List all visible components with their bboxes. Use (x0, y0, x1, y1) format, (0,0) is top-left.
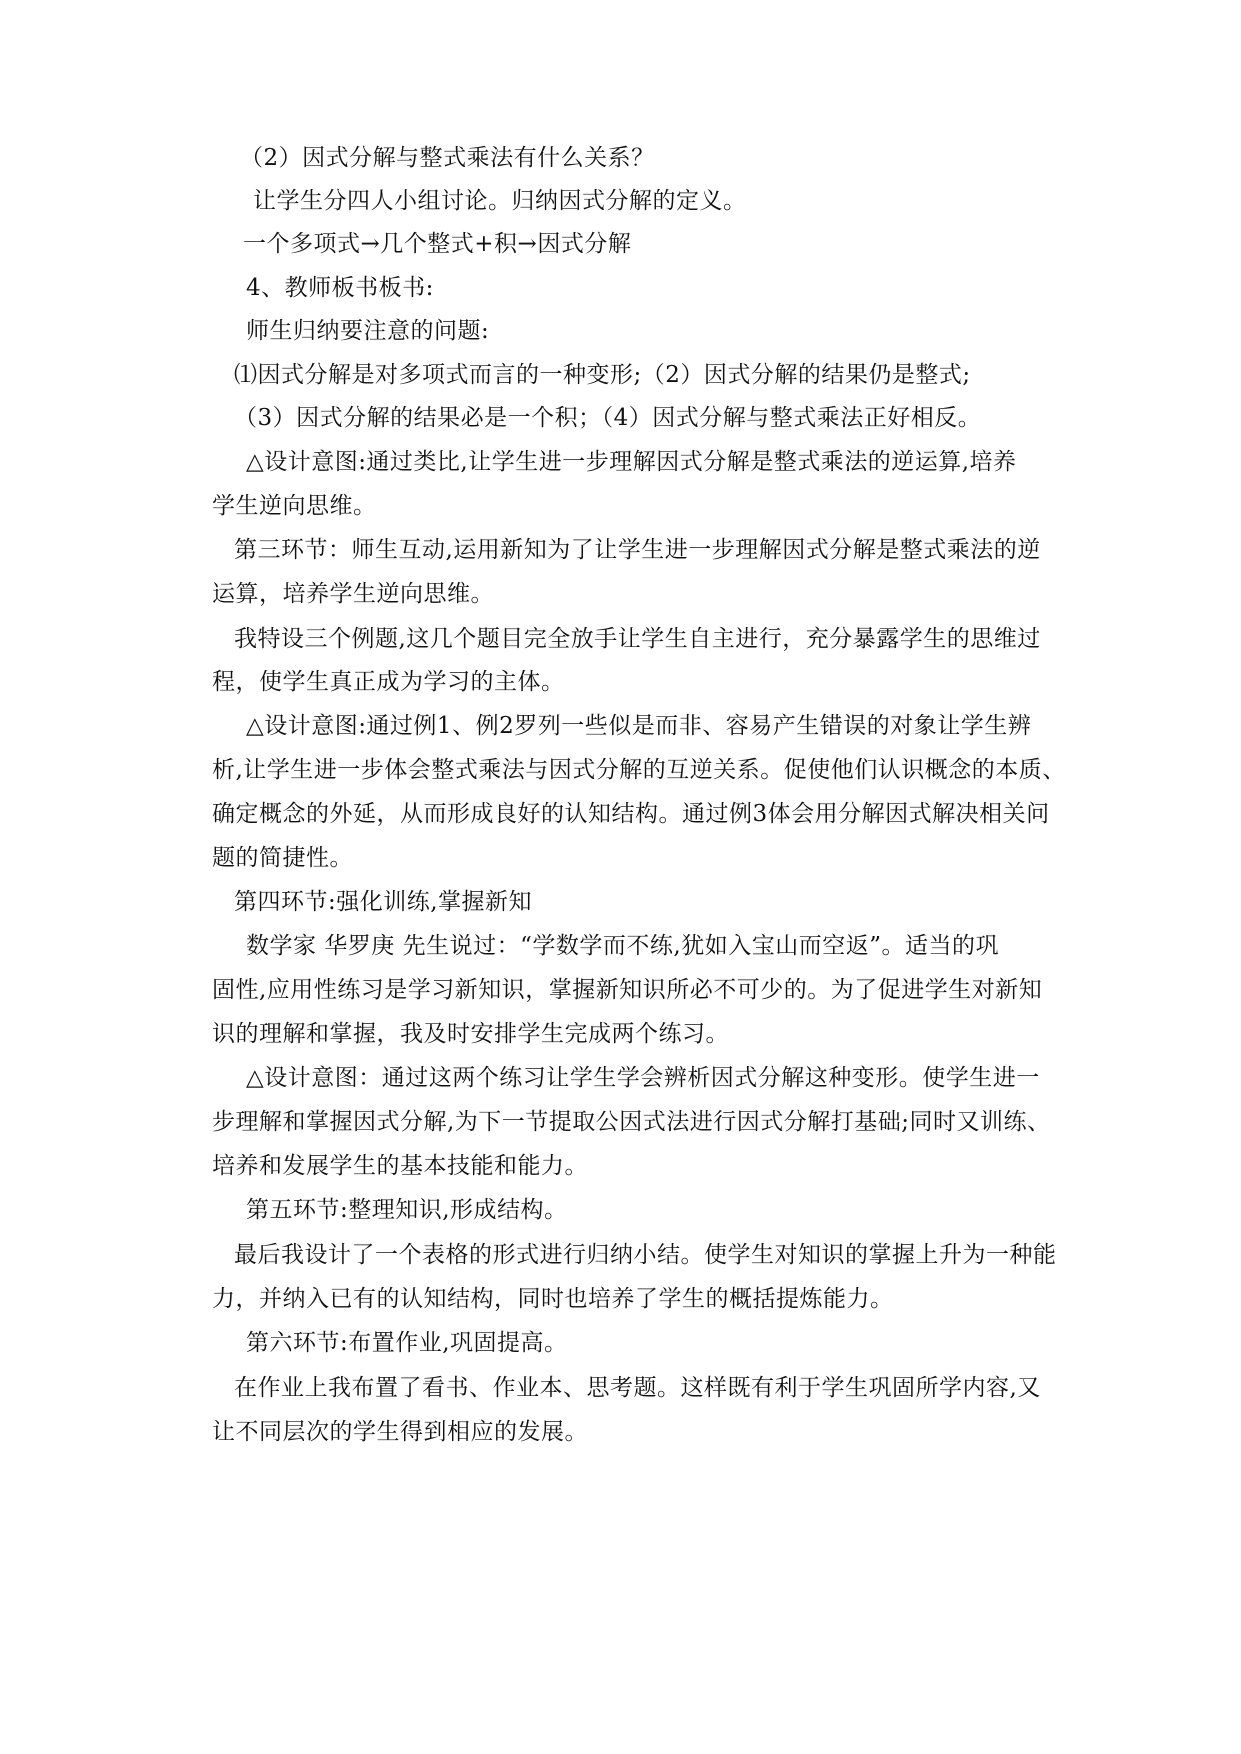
paragraph-line: 第四环节:强化训练,掌握新知 (234, 889, 533, 915)
paragraph-line: 固性,应用性练习是学习新知识，掌握新知识所必不可少的。为了促进学生对新知 (212, 977, 1043, 1003)
paragraph-line: 师生归纳要注意的问题: (246, 318, 490, 344)
paragraph-line: 一个多项式→几个整式+积→因式分解 (243, 231, 632, 257)
paragraph-line: 运算，培养学生逆向思维。 (212, 581, 494, 607)
paragraph-line: △设计意图:通过类比,让学生进一步理解因式分解是整式乘法的逆运算,培养 (246, 449, 1017, 475)
paragraph-line: 确定概念的外延，从而形成良好的认知结构。通过例3体会用分解因式解决相关问 (212, 801, 1050, 827)
paragraph-line: 让不同层次的学生得到相应的发展。 (212, 1419, 588, 1445)
paragraph-line: 第三环节：师生互动,运用新知为了让学生进一步理解因式分解是整式乘法的逆 (234, 537, 1041, 563)
paragraph-line: 我特设三个例题,这几个题目完全放手让学生自主进行，充分暴露学生的思维过 (234, 626, 1041, 652)
paragraph-line: 数学家 华罗庚 先生说过：“学数学而不练,犹如入宝山而空返”。适当的巩 (246, 933, 999, 959)
paragraph-line: 程，使学生真正成为学习的主体。 (212, 669, 565, 695)
paragraph-line: （3）因式分解的结果必是一个积；（4）因式分解与整式乘法正好相反。 (234, 405, 982, 431)
paragraph-line: 第六环节:布置作业,巩固提高。 (246, 1330, 568, 1356)
paragraph-line: 力，并纳入已有的认知结构，同时也培养了学生的概括提炼能力。 (212, 1286, 894, 1312)
paragraph-line: 题的简捷性。 (212, 845, 353, 871)
paragraph-line: 识的理解和掌握，我及时安排学生完成两个练习。 (212, 1021, 729, 1047)
paragraph-line: 让学生分四人小组讨论。归纳因式分解的定义。 (253, 188, 747, 214)
paragraph-line: 4、教师板书板书: (246, 275, 434, 301)
paragraph-line: ⑴因式分解是对多项式而言的一种变形;（2）因式分解的结果仍是整式; (234, 362, 971, 388)
paragraph-line: 在作业上我布置了看书、作业本、思考题。这样既有利于学生巩固所学内容,又 (234, 1375, 1041, 1401)
paragraph-line: 析,让学生进一步体会整式乘法与因式分解的互逆关系。促使他们认识概念的本质、 (212, 757, 1066, 783)
paragraph-line: △设计意图：通过这两个练习让学生学会辨析因式分解这种变形。使学生进一 (246, 1065, 1040, 1091)
paragraph-line: （2）因式分解与整式乘法有什么关系？ (240, 145, 655, 171)
paragraph-line: 培养和发展学生的基本技能和能力。 (212, 1153, 588, 1179)
paragraph-line: 学生逆向思维。 (212, 493, 377, 519)
paragraph-line: 最后我设计了一个表格的形式进行归纳小结。使学生对知识的掌握上升为一种能 (234, 1242, 1057, 1268)
paragraph-line: 步理解和掌握因式分解,为下一节提取公因式法进行因式分解打基础;同时又训练、 (212, 1109, 1051, 1135)
paragraph-line: 第五环节:整理知识,形成结构。 (246, 1197, 568, 1223)
paragraph-line: △设计意图:通过例1、例2罗列一些似是而非、容易产生错误的对象让学生辨 (246, 713, 1032, 739)
